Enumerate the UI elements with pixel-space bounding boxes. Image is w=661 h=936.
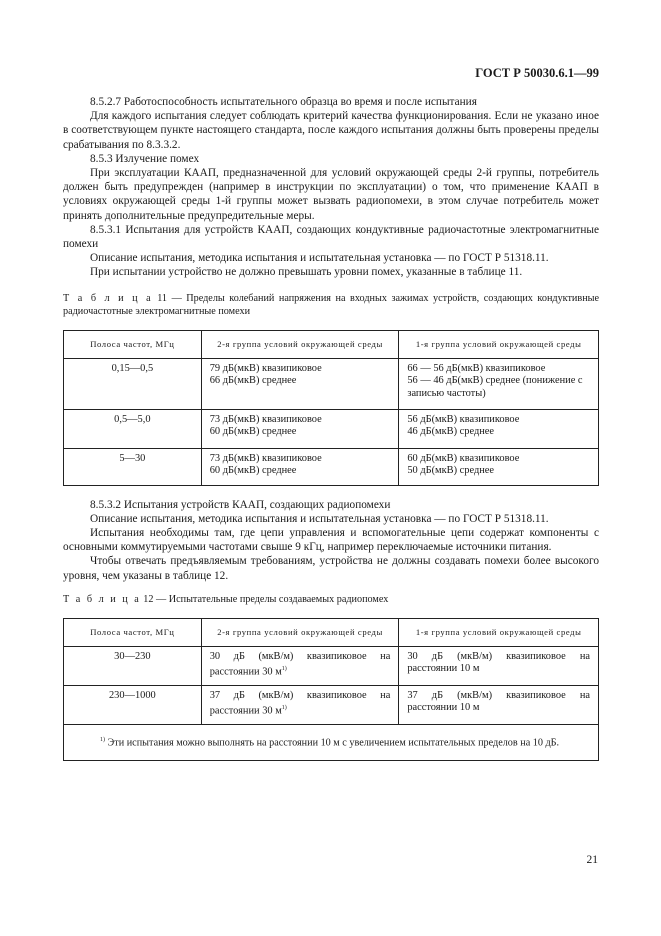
table-cell: 5—30	[64, 448, 202, 485]
paragraph: Описание испытания, методика испытания и испытательная установка — по ГОСТ Р 51318.11.	[90, 252, 549, 265]
paragraph: При испытании устройство не должно превышать уровни помех, указанные в таблице 11.	[90, 266, 523, 279]
table-cell: 79 дБ(мкВ) квазипиковое 66 дБ(мкВ) среднее	[201, 358, 399, 409]
footnote-mark: 1)	[281, 666, 287, 673]
table-11-caption	[63, 292, 599, 318]
paragraph: Испытания необходимы там, где цепи управления и вспомогательные цепи содержат компоненты с основными коммутируемыми частотами свыше 9 кГц, например переключаемые источники питания.	[63, 527, 599, 554]
footnote-mark: 1)	[281, 705, 287, 712]
table-cell: 230—1000	[64, 685, 202, 724]
table-cell: 0,5—5,0	[64, 409, 202, 448]
table-cell: 37 дБ (мкВ/м) квазипиковое на расстоянии 10 м	[399, 685, 599, 724]
column-header: 2-я группа условий окружающей среды	[201, 618, 399, 646]
table-header-row	[64, 618, 599, 646]
clause-8-5-3: 8.5.3 Излучение помех	[90, 152, 200, 165]
clause-8-5-3-2: 8.5.3.2 Испытания устройств КААП, создающих радиопомехи	[90, 498, 391, 511]
clause-8-5-3-1: 8.5.3.1 Испытания для устройств КААП, создающих кондуктивные радиочастотные электромагнитные помехи	[63, 223, 599, 251]
table-footnote-row	[64, 724, 599, 760]
table-12-caption	[63, 593, 599, 606]
table-caption-text: 12 — Испытательные пределы создаваемых радиопомех	[143, 593, 389, 605]
column-header: Полоса частот, МГц	[64, 330, 202, 358]
table-12	[63, 618, 599, 761]
column-header: 1-я группа условий окружающей среды	[399, 618, 599, 646]
paragraph: Описание испытания, методика испытания и испытательная установка — по ГОСТ Р 51318.11.	[90, 512, 549, 525]
table-cell	[201, 685, 399, 724]
column-header: 2-я группа условий окружающей среды	[201, 330, 399, 358]
table-cell: 66 — 56 дБ(мкВ) квазипиковое 56 — 46 дБ(мкВ) среднее (понижение с записью частоты)	[399, 358, 599, 409]
paragraph: Чтобы отвечать предъявляемым требованиям, устройства не должны создавать помехи более высокого уровня, чем указаны в таблице 12.	[63, 555, 599, 582]
footnote-text: Эти испытания можно выполнять на расстоянии 10 м с увеличением испытательных пределов на 10 дБ.	[107, 737, 560, 749]
table-cell: 30 дБ (мкВ/м) квазипиковое на расстоянии 10 м	[399, 646, 599, 685]
table-cell: 73 дБ(мкВ) квазипиковое 60 дБ(мкВ) среднее	[201, 448, 399, 485]
table-cell: 60 дБ(мкВ) квазипиковое 50 дБ(мкВ) среднее	[399, 448, 599, 485]
paragraph: При эксплуатации КААП, предназначенной для условий окружающей среды 2-й группы, потребитель должен быть предупрежден (например в инструкции по эксплуатации) о том, что применение КААП в условиях окружающей среды 1-й группы может вызвать радиопомехи, в этом случае потребитель может принять дополнительные предупредительные меры.	[63, 167, 599, 222]
table-cell: 30—230	[64, 646, 202, 685]
table-label: Т а б л и ц а	[63, 593, 141, 605]
cell-text: 37 дБ (мкВ/м) квазипиковое на расстоянии 30 м	[209, 689, 391, 717]
paragraph: Для каждого испытания следует соблюдать критерий качества функционирования. Если не указано иное в соответствующем пункте настоящего стандарта, после каждого испытания должны быть проверены пределы срабатывания по 8.3.3.2.	[63, 110, 599, 151]
table-footnote	[64, 724, 599, 760]
footnote-mark: 1)	[100, 736, 105, 743]
table-label: Т а б л и ц а	[63, 292, 153, 304]
table-caption-text: 11 — Пределы колебаний напряжения на входных зажимах устройств, создающих кондуктивные радиочастотные электромагнитные помехи	[63, 292, 600, 317]
table-row	[64, 646, 599, 685]
column-header: Полоса частот, МГц	[64, 618, 202, 646]
cell-text: 30 дБ (мкВ/м) квазипиковое на расстоянии 30 м	[209, 650, 391, 678]
clause-8-5-2-7: 8.5.2.7 Работоспособность испытательного образца во время и после испытания	[90, 96, 477, 108]
standard-header: ГОСТ Р 50030.6.1—99	[475, 66, 599, 80]
table-cell	[201, 646, 399, 685]
table-cell: 0,15—0,5	[64, 358, 202, 409]
page-content	[63, 95, 599, 761]
table-row	[64, 448, 599, 485]
table-row	[64, 685, 599, 724]
table-row	[64, 358, 599, 409]
table-header-row	[64, 330, 599, 358]
table-cell: 56 дБ(мкВ) квазипиковое 46 дБ(мкВ) среднее	[399, 409, 599, 448]
table-11	[63, 330, 599, 486]
page-number: 21	[586, 854, 598, 866]
column-header: 1-я группа условий окружающей среды	[399, 330, 599, 358]
table-cell: 73 дБ(мкВ) квазипиковое 60 дБ(мкВ) среднее	[201, 409, 399, 448]
table-row	[64, 409, 599, 448]
